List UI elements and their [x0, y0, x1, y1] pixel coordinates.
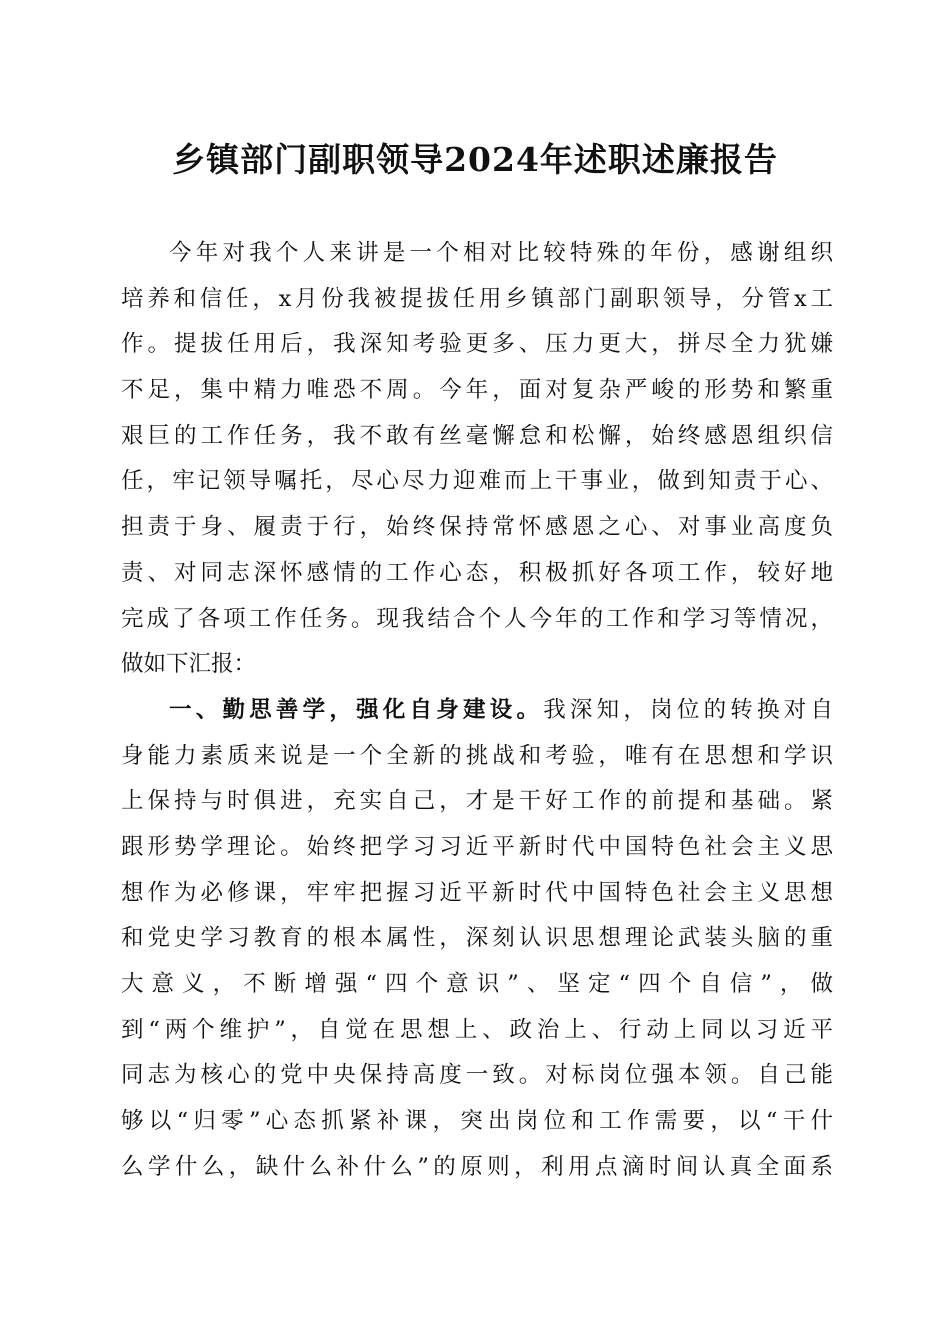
- paragraph-2-line: 想作为必修课，牢牢把握习近平新时代中国特色社会主义思想: [121, 879, 833, 906]
- document-body: [121, 231, 833, 1190]
- paragraph-2-line: 够以“归零”心态抓紧补课，突出岗位和工作需要，以“干什: [121, 1108, 833, 1135]
- paragraph-2-line: 上保持与时俱进，充实自己，才是干好工作的前提和基础。紧: [121, 788, 833, 815]
- paragraph-2-line: 大意义，不断增强“四个意识”、坚定“四个自信”，做: [121, 971, 833, 997]
- paragraph-2-first-line: [121, 688, 833, 734]
- paragraph-2-line: 跟形势学理论。始终把学习习近平新时代中国特色社会主义思: [121, 833, 833, 860]
- section-heading: 一、勤思善学，强化自身建设。: [169, 696, 544, 723]
- paragraph-2-first-line-text: 我深知，岗位的转换对自: [543, 696, 833, 723]
- paragraph-2-line: 身能力素质来说是一个全新的挑战和考验，唯有在思想和学识: [121, 742, 833, 769]
- paragraph-1-line: 不足，集中精力唯恐不周。今年，面对复杂严峻的形势和繁重: [121, 377, 833, 404]
- paragraph-1-line: 艰巨的工作任务，我不敢有丝毫懈怠和松懈，始终感恩组织信: [121, 422, 833, 449]
- paragraph-1-line: 责、对同志深怀感情的工作心态，积极抓好各项工作，较好地: [121, 559, 833, 586]
- paragraph-1-line: 做如下汇报：: [121, 651, 257, 678]
- paragraph-1-line: 任，牢记领导嘱托，尽心尽力迎难而上干事业，做到知责于心、: [121, 468, 833, 495]
- paragraph-2-line: 到“两个维护”，自觉在思想上、政治上、行动上同以习近平: [121, 1016, 833, 1043]
- paragraph-1-line: 完成了各项工作任务。现我结合个人今年的工作和学习等情况，: [121, 605, 833, 632]
- paragraph-1-line: 担责于身、履责于行，始终保持常怀感恩之心、对事业高度负: [121, 514, 833, 541]
- paragraph-1-line: 培养和信任，x月份我被提拔任用乡镇部门副职领导，分管x工: [121, 285, 833, 312]
- paragraph-1-line: 今年对我个人来讲是一个相对比较特殊的年份，感谢组织: [169, 240, 833, 266]
- paragraph-2-line: 同志为核心的党中央保持高度一致。对标岗位强本领。自己能: [121, 1062, 833, 1089]
- paragraph-2-line: 和党史学习教育的根本属性，深刻认识思想理论武装头脑的重: [121, 925, 833, 952]
- paragraph-1-line: 作。提拔任用后，我深知考验更多、压力更大，拼尽全力犹嫌: [121, 331, 833, 358]
- document-title: 乡镇部门副职领导2024年述职述廉报告: [172, 140, 778, 179]
- paragraph-2-line: 么学什么，缺什么补什么”的原则，利用点滴时间认真全面系: [121, 1153, 833, 1180]
